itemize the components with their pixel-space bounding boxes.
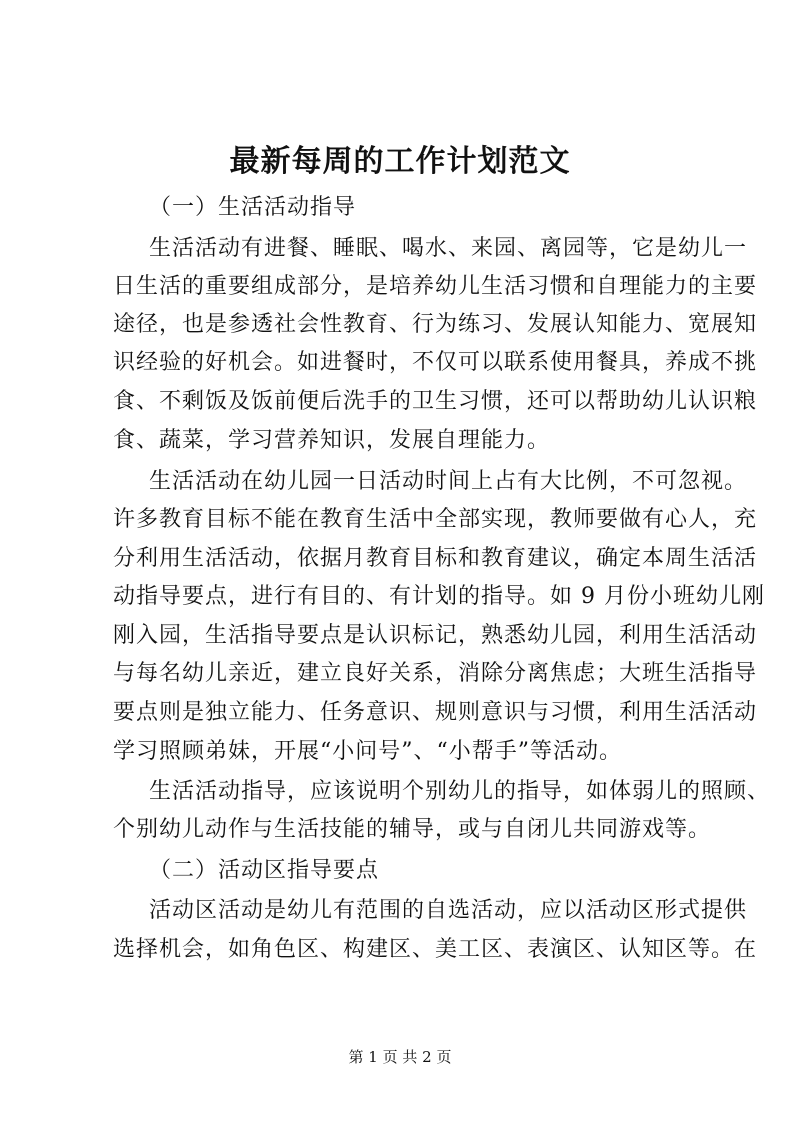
text-line: 识经验的好机会。如进餐时，不仅可以联系使用餐具，养成不挑: [113, 350, 758, 375]
text-line: 个别幼儿动作与生活技能的辅导，或与自闭儿共同游戏等。: [113, 817, 712, 842]
text-line: 食、不剩饭及饭前便后洗手的卫生习惯，还可以帮助幼儿认识粮: [113, 389, 758, 414]
text-line: 食、蔬菜，学习营养知识，发展自理能力。: [113, 428, 551, 453]
text-line: 学习照顾弟妹，开展“小问号”、“小帮手”等活动。: [113, 739, 622, 764]
text-line: 刚入园，生活指导要点是认识标记，熟悉幼儿园，利用生活活动: [113, 623, 758, 648]
section-heading-activity-area: （二）活动区指导要点: [149, 858, 380, 883]
text-line: 日生活的重要组成部分，是培养幼儿生活习惯和自理能力的主要: [113, 274, 758, 299]
text-line: 分利用生活活动，依据月教育目标和教育建议，确定本周生活活: [113, 546, 758, 571]
page-number-footer: 第 1 页 共 2 页: [348, 1048, 452, 1066]
text-line: 生活活动有进餐、睡眠、喝水、来园、离园等，它是幼儿一: [149, 236, 748, 261]
text-line: 活动区活动是幼儿有范围的自选活动，应以活动区形式提供: [149, 898, 748, 923]
text-line: 动指导要点，进行有目的、有计划的指导。如 9 月份小班幼儿刚: [113, 584, 765, 609]
section-heading-life-activity: （一）生活活动指导: [149, 195, 357, 220]
text-line: 许多教育目标不能在教育生活中全部实现，教师要做有心人，充: [113, 507, 758, 532]
text-line: 要点则是独立能力、任务意识、规则意识与习惯，利用生活活动: [113, 700, 758, 725]
text-line: 途径，也是参透社会性教育、行为练习、发展认知能力、宽展知: [113, 312, 758, 337]
text-line: 与每名幼儿亲近，建立良好关系，消除分离焦虑；大班生活指导: [113, 661, 758, 686]
document-title: 最新每周的工作计划范文: [229, 144, 571, 179]
text-line: 生活活动指导，应该说明个别幼儿的指导，如体弱儿的照顾、: [149, 779, 771, 804]
text-line: 生活活动在幼儿园一日活动时间上占有大比例，不可忽视。: [149, 469, 748, 494]
text-line: 选择机会，如角色区、构建区、美工区、表演区、认知区等。在: [113, 937, 758, 962]
